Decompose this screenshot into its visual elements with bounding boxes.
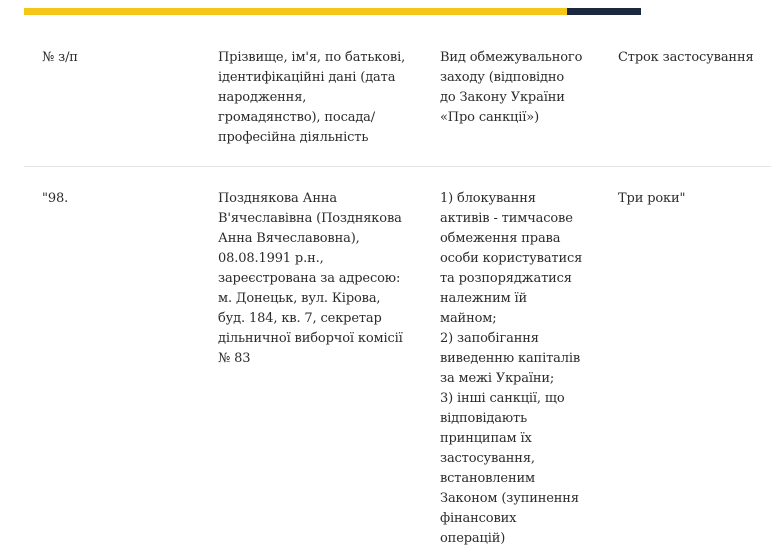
cell-line: дільничної виборчої комісії: [218, 331, 403, 346]
cell-line: Анна Вячеславовна),: [218, 231, 360, 246]
cell-line: належним їй: [440, 291, 528, 306]
header-number: [42, 48, 192, 68]
sanctions-table: [24, 36, 771, 559]
table-row: [24, 167, 771, 559]
cell-line: обмеження права: [440, 231, 561, 246]
cell-line: за межі України;: [440, 371, 555, 386]
cell-line: 08.08.1991 р.н.,: [218, 251, 324, 266]
cell-line: 3) інші санкції, що: [440, 391, 565, 406]
cell-line: виведенню капіталів: [440, 351, 580, 366]
cell-line: принципам їх: [440, 431, 532, 446]
header-line: Строк застосування: [618, 50, 754, 65]
cell-line: активів - тимчасове: [440, 211, 573, 226]
header-line: заходу (відповідно: [440, 70, 565, 85]
cell-line: буд. 184, кв. 7, секретар: [218, 311, 382, 326]
header-line: Прізвище, ім'я, по батькові,: [218, 50, 406, 65]
cell-line: встановленим: [440, 471, 535, 486]
cell-line: Три роки": [618, 191, 686, 206]
cell-line: 2) запобігання: [440, 331, 539, 346]
cell-line: м. Донецьк, вул. Кірова,: [218, 291, 381, 306]
header-line: «Про санкції»): [440, 110, 539, 125]
cell-line: "98.: [42, 191, 69, 206]
cell-measure: [440, 189, 588, 549]
cell-line: Позднякова Анна: [218, 191, 337, 206]
header-term: [618, 48, 768, 68]
header-name: [218, 48, 414, 148]
table-header-row: [24, 36, 771, 167]
accent-bar-yellow: [24, 8, 567, 15]
header-line: ідентифікаційні дані (дата: [218, 70, 396, 85]
header-line: народження,: [218, 90, 307, 105]
cell-number: [42, 189, 192, 209]
cell-term: [618, 189, 768, 209]
cell-line: № 83: [218, 351, 251, 366]
cell-line: фінансових: [440, 511, 517, 526]
cell-line: В'ячеславівна (Позднякова: [218, 211, 402, 226]
header-measure: [440, 48, 588, 128]
header-line: до Закону України: [440, 90, 565, 105]
cell-line: Законом (зупинення: [440, 491, 579, 506]
header-line: професійна діяльність: [218, 130, 369, 145]
accent-bar-dark: [567, 8, 641, 15]
cell-line: 1) блокування: [440, 191, 536, 206]
cell-line: майном;: [440, 311, 497, 326]
cell-line: та розпоряджатися: [440, 271, 572, 286]
cell-line: особи користуватися: [440, 251, 583, 266]
cell-line: операцій): [440, 531, 506, 546]
cell-line: зареєстрована за адресою:: [218, 271, 401, 286]
cell-name: [218, 189, 414, 369]
header-line: громадянство), посада/: [218, 110, 376, 125]
cell-line: відповідають: [440, 411, 527, 426]
header-line: № з/п: [42, 50, 78, 65]
header-line: Вид обмежувального: [440, 50, 583, 65]
cell-line: застосування,: [440, 451, 535, 466]
accent-bar: [24, 8, 641, 15]
